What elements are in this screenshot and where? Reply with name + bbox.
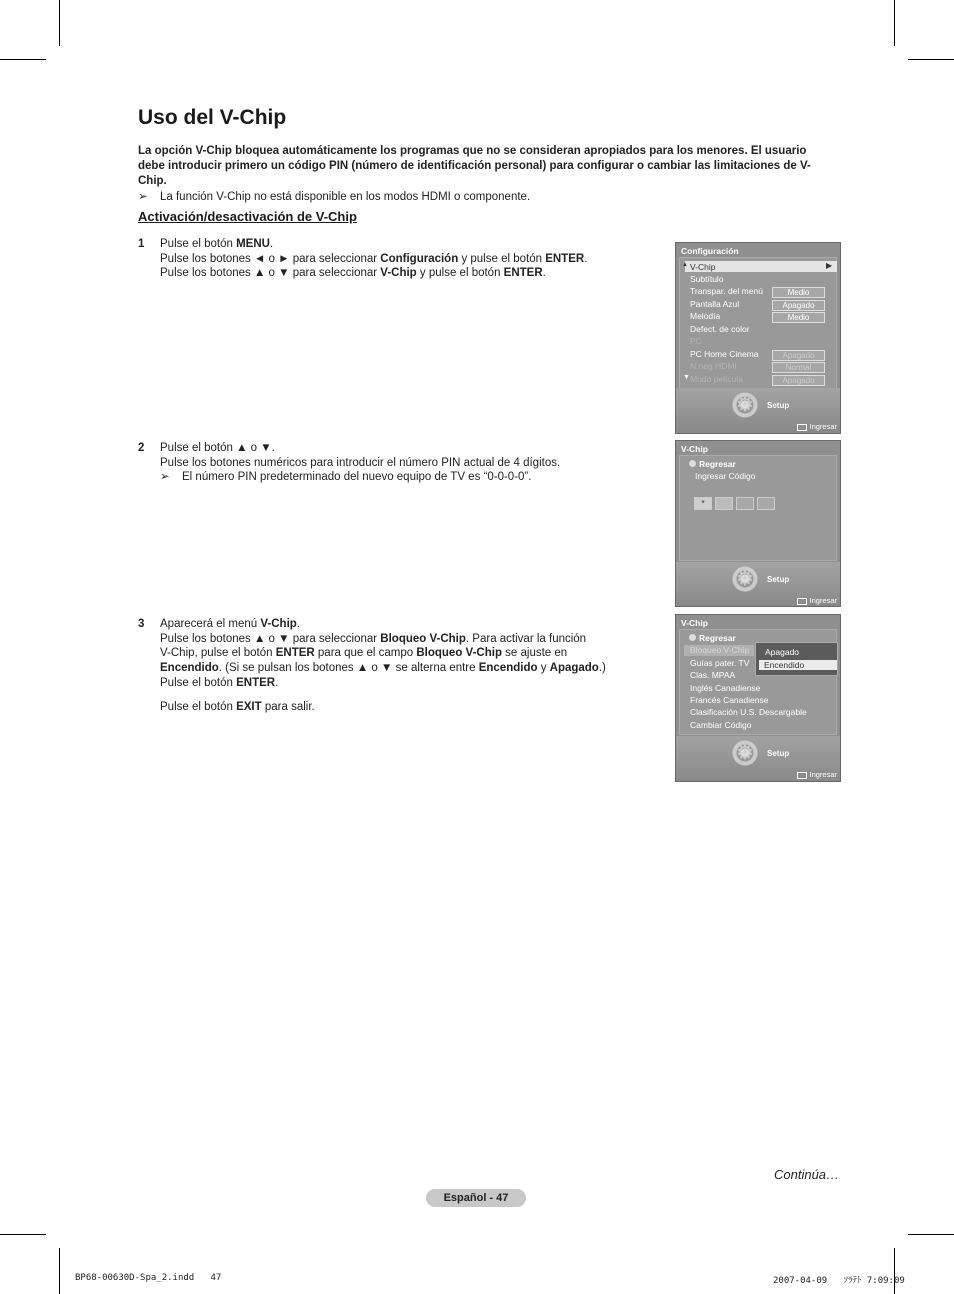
- osd-pin-panel: [679, 455, 837, 561]
- menu-item-subtitulo[interactable]: Subtítulo: [690, 274, 724, 284]
- enter-icon: [797, 598, 807, 605]
- subheading: Activación/desactivación de V-Chip: [138, 209, 357, 224]
- osd-footer-label: Setup: [767, 401, 790, 410]
- crop-mark: [59, 0, 60, 46]
- back-button[interactable]: Regresar: [699, 459, 736, 469]
- crop-mark: [894, 1248, 895, 1294]
- enter-hint: Ingresar: [797, 596, 837, 605]
- menu-item-label: V-Chip: [690, 262, 716, 272]
- crop-mark: [908, 59, 954, 60]
- menu-item-transparencia[interactable]: Transpar. del menú: [690, 286, 763, 296]
- scroll-up-icon[interactable]: ▲: [682, 262, 688, 268]
- menu-item-melodia[interactable]: Melodía: [690, 311, 721, 321]
- enter-hint: Ingresar: [797, 770, 837, 779]
- crop-mark: [908, 1234, 954, 1235]
- intro-paragraph: La opción V-Chip bloquea automáticamente los programas que no se consideran apropiados para los menores. El usuario debe introducir primero un código PIN (número de identificación personal) para configurar o cambiar las limitaciones de V-Chip.: [138, 145, 811, 187]
- pin-digit-2[interactable]: [715, 497, 733, 510]
- enter-hint: Ingresar: [797, 422, 837, 431]
- value-transparencia: Medio: [772, 287, 825, 298]
- osd-configuracion: [675, 242, 841, 434]
- page-title: Uso del V-Chip: [138, 106, 287, 129]
- value-pc-home-cinema: Apagado: [772, 350, 825, 361]
- menu-item-clas-mpaa[interactable]: Clas. MPAA: [690, 670, 736, 680]
- osd-footer-label: Setup: [767, 749, 790, 758]
- menu-item-frances-canadiense[interactable]: Francés Canadiense: [690, 695, 769, 705]
- menu-item-pc: PC: [690, 336, 702, 346]
- osd-vchip-menu: [675, 614, 841, 782]
- option-encendido[interactable]: Encendido: [759, 660, 837, 670]
- pin-digit-1[interactable]: *: [694, 497, 712, 510]
- pin-digit-4[interactable]: [757, 497, 775, 510]
- pin-label: Ingresar Código: [695, 471, 756, 481]
- osd-footer-label: Setup: [767, 575, 790, 584]
- gear-icon: ⚙: [732, 392, 758, 418]
- option-dropdown: [755, 642, 838, 676]
- menu-item-nneg-hdmi: N.neg HDMI: [690, 361, 737, 371]
- arrow-icon: ➢: [138, 191, 148, 203]
- value-melodia: Medio: [772, 312, 825, 323]
- osd-header: V-Chip: [681, 444, 708, 454]
- crop-mark: [894, 0, 895, 46]
- menu-item-bloqueo-vchip[interactable]: Bloqueo V-Chip: [690, 645, 750, 655]
- value-pantalla-azul: Apagado: [772, 300, 825, 311]
- osd-header: V-Chip: [681, 618, 708, 628]
- osd-vchip-pin: [675, 440, 841, 607]
- crop-mark: [59, 1248, 60, 1294]
- continues-label: Continúa…: [774, 1167, 840, 1182]
- back-button[interactable]: Regresar: [699, 633, 736, 643]
- menu-item-clasificacion-us[interactable]: Clasificación U.S. Descargable: [690, 707, 807, 717]
- option-apagado[interactable]: Apagado: [765, 647, 800, 657]
- osd-header: Configuración: [681, 246, 739, 256]
- footer-date: 2007-04-09 ｿﾗﾃﾄ 7:09:09: [773, 1276, 905, 1286]
- gear-icon: ⚙: [732, 740, 758, 766]
- osd-footer: [676, 736, 840, 782]
- enter-icon: [797, 772, 807, 779]
- crop-mark: [0, 1234, 46, 1235]
- scroll-down-icon[interactable]: ▼: [683, 374, 690, 381]
- page-number: Español - 47: [426, 1189, 526, 1207]
- menu-item-ingles-canadiense[interactable]: Inglés Canadiense: [690, 683, 761, 693]
- menu-item-defect-color[interactable]: Defect. de color: [690, 324, 750, 334]
- enter-icon: [797, 424, 807, 431]
- osd-vchip-panel: [679, 629, 837, 735]
- note-hdmi: ➢ La función V-Chip no está disponible en los modos HDMI o componente.: [138, 191, 531, 203]
- return-icon: [689, 460, 696, 467]
- value-nneg-hdmi: Normal: [772, 362, 825, 373]
- menu-item-guias-tv[interactable]: Guías pater. TV: [690, 658, 750, 668]
- arrow-icon: ➢: [160, 471, 170, 484]
- menu-item-cambiar-codigo[interactable]: Cambiar Código: [690, 720, 752, 730]
- osd-footer: [676, 562, 840, 607]
- return-icon: [689, 634, 696, 641]
- osd-footer: [676, 388, 840, 434]
- menu-item-pantalla-azul[interactable]: Pantalla Azul: [690, 299, 740, 309]
- pin-digit-3[interactable]: [736, 497, 754, 510]
- osd-menu-panel: [679, 257, 837, 389]
- crop-mark: [0, 59, 46, 60]
- footer-file: BP68-00630D-Spa_2.indd 47: [75, 1273, 222, 1283]
- value-modo-pelicula: Apagado: [772, 375, 825, 386]
- gear-icon: ⚙: [732, 566, 758, 592]
- menu-item-modo-pelicula: Modo película: [690, 374, 743, 384]
- menu-item-pc-home-cinema[interactable]: PC Home Cinema: [690, 349, 759, 359]
- chevron-right-icon: ▶: [826, 261, 833, 270]
